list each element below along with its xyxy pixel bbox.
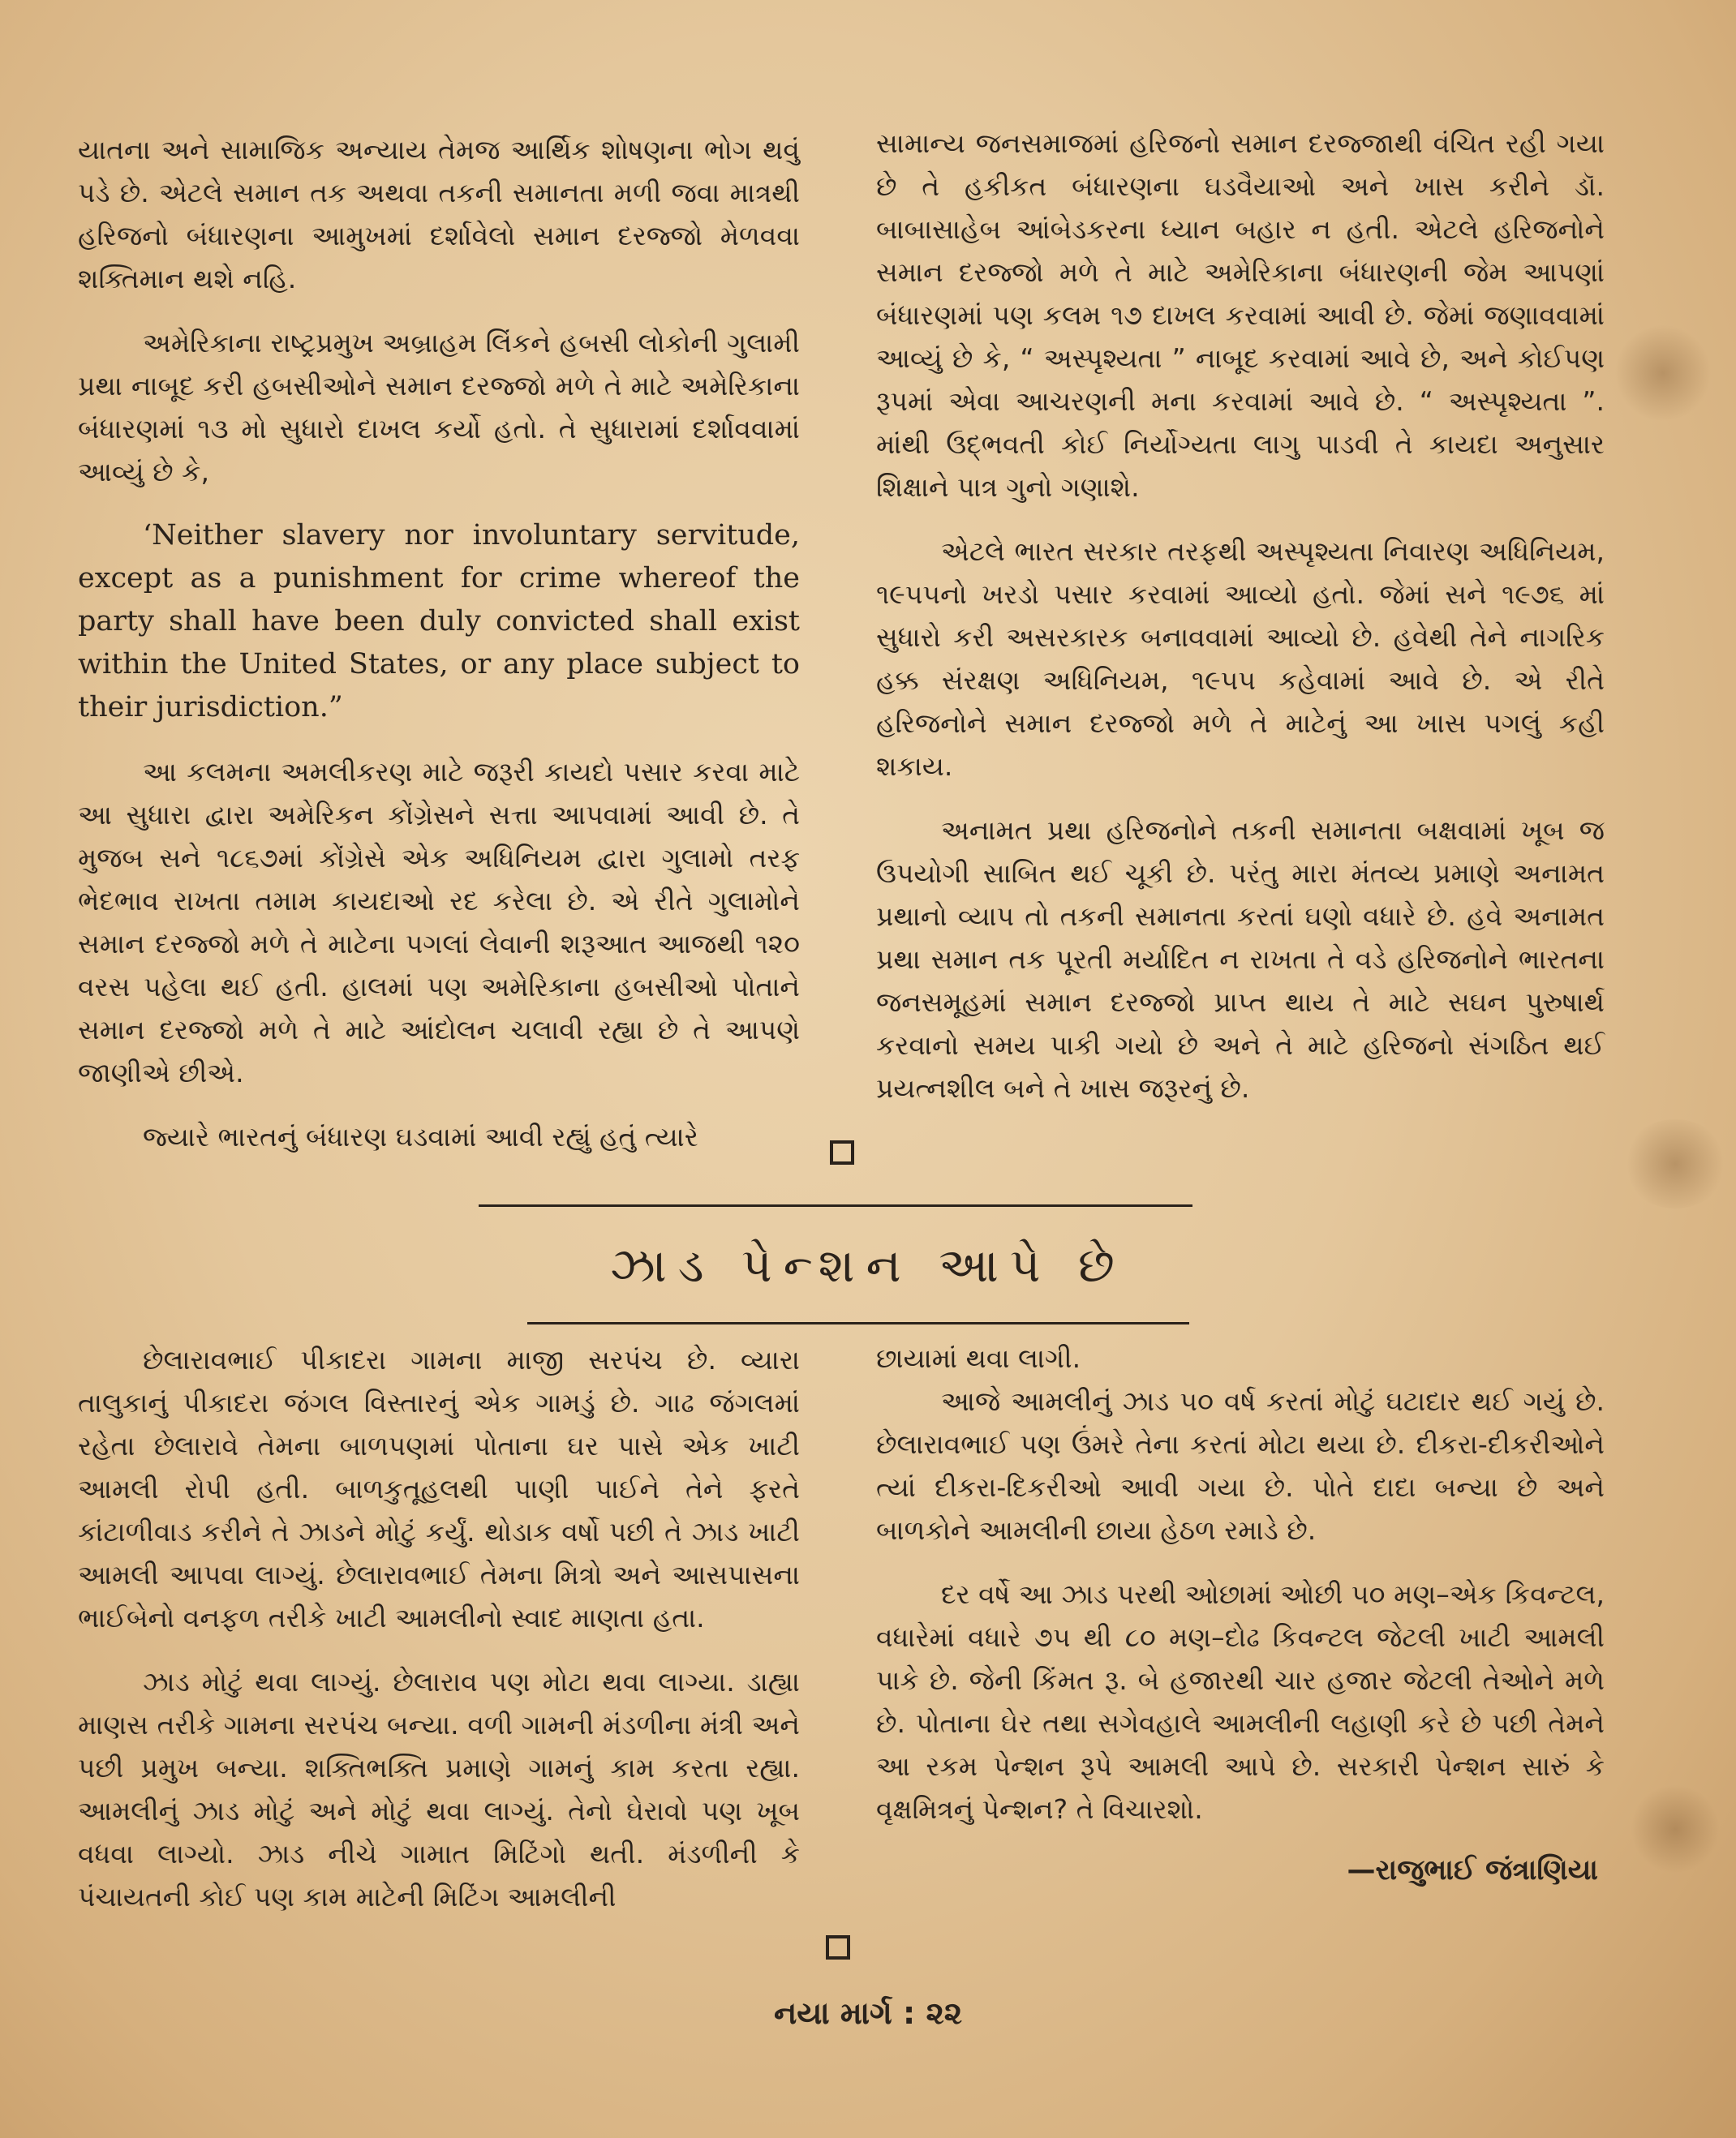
paper-stain [1622,1119,1728,1209]
paragraph: ઝાડ મોટું થવા લાગ્યું. છેલારાવ પણ મોટા થવા લાગ્યા. ડાહ્યા માણસ તરીકે ગામના સરપંચ બન્યા. વળી ગામની મંડળીના મંત્રી અને પછી પ્રમુખ બન્યા. શક્તિભક્તિ પ્રમાણે ગામનું કામ કરતા રહ્યા. આમલીનું ઝાડ મોટું અને મોટું થવા લાગ્યું. તેનો ઘેરાવો પણ ખૂબ વધવા લાગ્યો. ઝાડ નીચે ગામાત મિટિંગો થતી. મંડળીની કે પંચાયતની કોઈ પણ કામ માટેની મિટિંગ આમલીની [78,1666,800,1913]
heading-bottom-rule [527,1322,1189,1324]
paragraph: એટલે ભારત સરકાર તરફથી અસ્પૃશ્યતા નિવારણ અધિનિયમ, ૧૯૫૫નો ખરડો પસાર કરવામાં આવ્યો હતો. જેમાં સને ૧૯૭૬ માં સુધારો કરી અસરકારક બનાવવામાં આવ્યો છે. હવેથી તેને નાગરિક હક્ક સંરક્ષણ અધિનિયમ, ૧૯૫૫ કહેવામાં આવે છે. એ રીતે હરિજનોને સમાન દરજ્જો મળે તે માટેનું આ ખાસ પગલું કહી શકાય. [876,535,1605,782]
paper-stain [1631,1784,1720,1874]
article1-left-column [78,128,800,1179]
article1-right-column [876,122,1605,1131]
article2-left-column [78,1338,800,1939]
page-footer: નયા માર્ગ : ૨૨ [773,1995,963,2031]
heading-top-rule [479,1204,1192,1207]
paragraph: આજે આમલીનું ઝાડ ૫૦ વર્ષ કરતાં મોટું ઘટાદાર થઈ ગયું છે. છેલારાવભાઈ પણ ઉંમરે તેના કરતાં મોટા થયા છે. દીકરા-દીકરીઓને ત્યાં દીકરા-દિકરીઓ આવી ગયા છે. પોતે દાદા બન્યા છે અને બાળકોને આમલીની છાયા હેઠળ રમાડે છે. [876,1385,1605,1546]
paragraph: દર વર્ષે આ ઝાડ પરથી ઓછામાં ઓછી ૫૦ મણ–એક કિવન્ટલ, વધારેમાં વધારે ૭૫ થી ૮૦ મણ–દોઢ કિવન્ટલ જેટલી ખાટી આમલી પાકે છે. જેની કિંમત રૂ. બે હજારથી ચાર હજાર જેટલી તેઓને મળે છે. પોતાના ઘેર તથા સગેવહાલે આમલીની લહાણી કરે છે પછી તેમને આ રકમ પેન્શન રૂપે આમલી આપે છે. સરકારી પેન્શન સારું કે વૃક્ષમિત્રનું પેન્શન? તે વિચારશો. [876,1578,1605,1825]
paragraph: આ કલમના અમલીકરણ માટે જરૂરી કાયદો પસાર કરવા માટે આ સુધારા દ્વારા અમેરિકન કોંગ્રેસને સત્તા આપવામાં આવી છે. તે મુજબ સને ૧૮૬૭માં કોંગ્રેસે એક અધિનિયમ દ્વારા ગુલામો તરફ ભેદભાવ રાખતા તમામ કાયદાઓ રદ કરેલા છે. એ રીતે ગુલામોને સમાન દરજ્જો મળે તે માટેના પગલાં લેવાની શરૂઆત આજથી ૧૨૦ વરસ પહેલા થઈ હતી. હાલમાં પણ અમેરિકાના હબસીઓ પોતાને સમાન દરજ્જો મળે તે માટે આંદોલન ચલાવી રહ્યા છે તે આપણે જાણીએ છીએ. [78,756,800,1088]
article2-title: ઝાડ પેન્શન આપે છે [610,1238,1126,1293]
paragraph: અમેરિકાના રાષ્ટ્રપ્રમુખ અબ્રાહમ લિંકને હબસી લોકોની ગુલામી પ્રથા નાબૂદ કરી હબસીઓને સમાન દરજ્જો મળે તે માટે અમેરિકાના બંધારણમાં ૧૩ મો સુધારો દાખલ કર્યો હતો. તે સુધારામાં દર્શાવવામાં આવ્યું છે કે, [78,327,800,487]
paragraph: અનામત પ્રથા હરિજનોને તકની સમાનતા બક્ષવામાં ખૂબ જ ઉપયોગી સાબિત થઈ ચૂકી છે. પરંતુ મારા મંતવ્ય પ્રમાણે અનામત પ્રથાનો વ્યાપ તો તકની સમાનતા કરતાં ઘણો વધારે છે. હવે અનામત પ્રથા સમાન તક પૂરતી મર્યાદિત ન રાખતા તે વડે હરિજનોને ભારતના જનસમૂહમાં સમાન દરજ્જો પ્રાપ્ત થાય તે માટે સઘન પુરુષાર્થ કરવાનો સમય પાકી ગયો છે અને તે માટે હરિજનો સંગઠિત થઈ પ્રયત્નશીલ બને તે ખાસ જરૂરનું છે. [876,814,1605,1104]
paper-stain [1614,324,1712,422]
paragraph: છાયામાં થવા લાગી. [876,1342,1081,1374]
paragraph: સામાન્ય જનસમાજમાં હરિજનો સમાન દરજ્જાથી વંચિત રહી ગયા છે તે હકીકત બંધારણના ઘડવૈયાઓ અને ખાસ કરીને ડૉ. બાબાસાહેબ આંબેડકરના ધ્યાન બહાર ન હતી. એટલે હરિજનોને સમાન દરજ્જો મળે તે માટે અમેરિકાના બંધારણની જેમ આપણાં બંધારણમાં પણ કલમ ૧૭ દાખલ કરવામાં આવી છે. જેમાં જણાવવામાં આવ્યું છે કે, “ અસ્પૃશ્યતા ” નાબૂદ કરવામાં આવે છે, અને કોઈપણ રૂપમાં એવા આચરણની મના કરવામાં આવે છે. “ અસ્પૃશ્યતા ”. માંથી ઉદ્‌ભવતી કોઈ નિર્યોગ્યતા લાગુ પાડવી તે કાયદા અનુસાર શિક્ષાને પાત્ર ગુનો ગણાશે. [876,127,1605,503]
author-byline: —રાજુભાઈ જંત્રાણિયા [1347,1854,1598,1887]
paragraph: યાતના અને સામાજિક અન્યાય તેમજ આર્થિક શોષણના ભોગ થવું પડે છે. એટલે સમાન તક અથવા તકની સમાનતા મળી જવા માત્રથી હરિજનો બંધારણના આમુખમાં દર્શાવેલો સમાન દરજ્જો મેળવવા શક્તિમાન થશે નહિ. [78,134,800,294]
article2-right-column [876,1337,1605,1852]
section-end-box-icon [826,1935,850,1960]
amendment-quote: ‘Neither slavery nor involuntary servitude, except as a punishment for crime whereof the party shall have been duly convicted shall exist within the United States, or any place subject to their jurisdiction.” [78,519,800,723]
section-end-box-icon [830,1140,854,1165]
paragraph: છેલારાવભાઈ પીકાદરા ગામના માજી સરપંચ છે. વ્યારા તાલુકાનું પીકાદરા જંગલ વિસ્તારનું એક ગામડું છે. ગાઢ જંગલમાં રહેતા છેલારાવે તેમના બાળપણમાં પોતાના ઘર પાસે એક ખાટી આમલી રોપી હતી. બાળકુતૂહલથી પાણી પાઈને તેને ફરતે કાંટાળીવાડ કરીને તે ઝાડને મોટું કર્યું. થોડાક વર્ષો પછી તે ઝાડ ખાટી આમલી આપવા લાગ્યું. છેલારાવભાઈ તેમના મિત્રો અને આસપાસના ભાઈબેનો વનફળ તરીકે ખાટી આમલીનો સ્વાદ માણતા હતા. [78,1344,800,1634]
paragraph: જ્યારે ભારતનું બંધારણ ઘડવામાં આવી રહ્યું હતું ત્યારે [143,1121,698,1153]
